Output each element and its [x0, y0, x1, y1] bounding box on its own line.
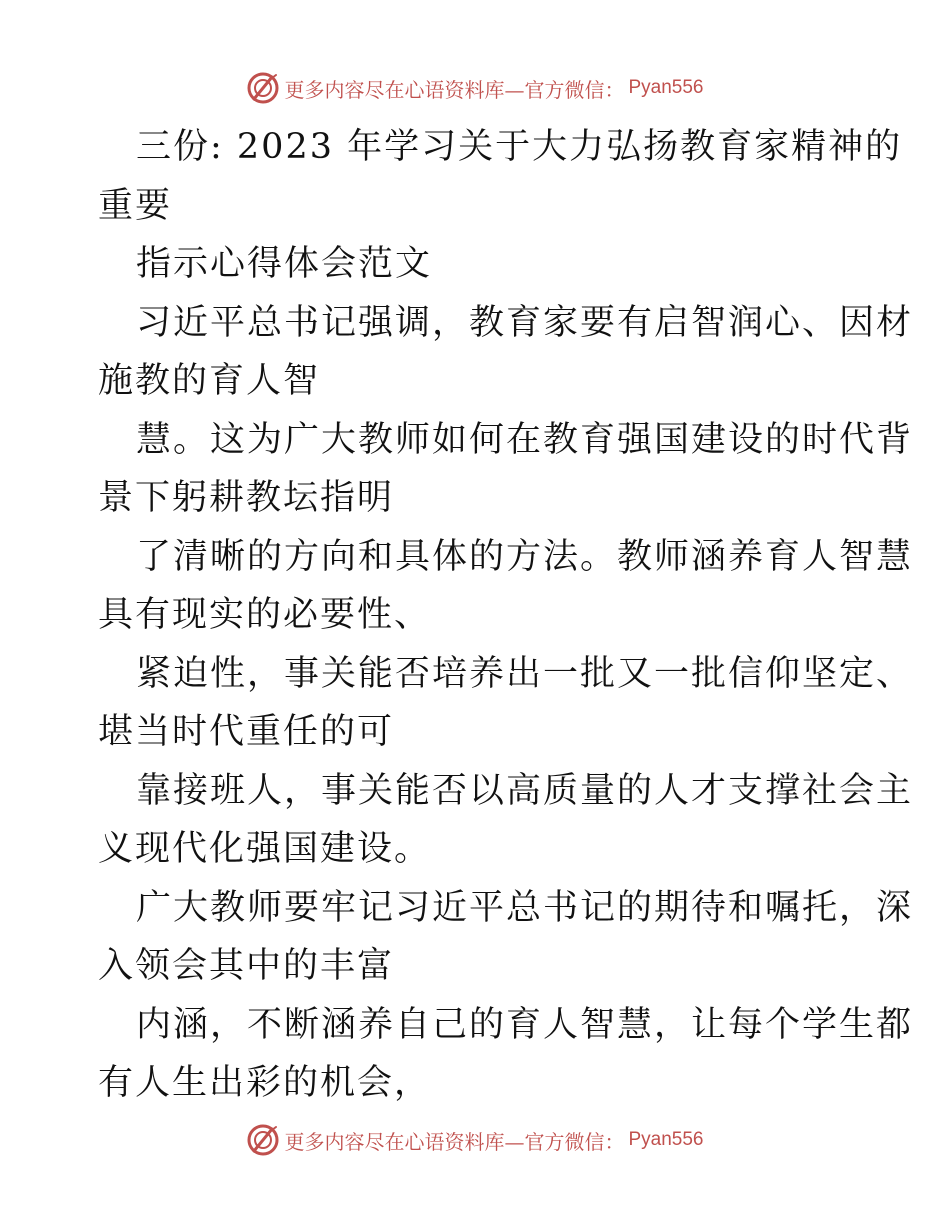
watermark-wechat-id: Pyan556 — [628, 1129, 704, 1150]
text-line: 内涵，不断涵养自己的育人智慧，让每个学生都 — [136, 1004, 914, 1045]
text-line: 习近平总书记强调，教育家要有启智润心、因材 — [136, 302, 914, 343]
text-line: 具有现实的必要性、 — [98, 595, 432, 635]
text-line: 入领会其中的丰富 — [98, 946, 395, 986]
text-line: 三份: 2023 年学习关于大力弘扬教育家精神的 — [136, 127, 903, 167]
watermark-text: 更多内容尽在心语资料库—官方微信： — [284, 77, 625, 102]
brand-logo-icon — [246, 71, 280, 105]
text-line: 紧迫性，事关能否培养出一批又一批信仰坚定、 — [136, 653, 914, 694]
footer-watermark — [0, 1120, 950, 1160]
watermark-wechat-id: Pyan556 — [628, 77, 704, 98]
document-body — [98, 118, 914, 1113]
text-line: 景下躬耕教坛指明 — [98, 478, 395, 518]
text-line: 靠接班人，事关能否以高质量的人才支撑社会主 — [136, 770, 914, 811]
text-line: 了清晰的方向和具体的方法。教师涵养育人智慧 — [136, 536, 914, 577]
watermark-text: 更多内容尽在心语资料库—官方微信： — [284, 1129, 625, 1154]
text-line: 义现代化强国建设。 — [98, 829, 432, 869]
header-watermark — [0, 68, 950, 108]
text-line: 施教的育人智 — [98, 361, 321, 401]
text-line: 慧。这为广大教师如何在教育强国建设的时代背 — [136, 419, 914, 460]
text-line: 广大教师要牢记习近平总书记的期待和嘱托，深 — [136, 887, 914, 928]
text-line: 有人生出彩的机会， — [98, 1063, 432, 1103]
text-line: 堪当时代重任的可 — [98, 712, 395, 752]
text-line: 指示心得体会范文 — [136, 244, 433, 284]
text-line: 重要 — [98, 185, 173, 226]
brand-logo-icon — [246, 1123, 280, 1157]
